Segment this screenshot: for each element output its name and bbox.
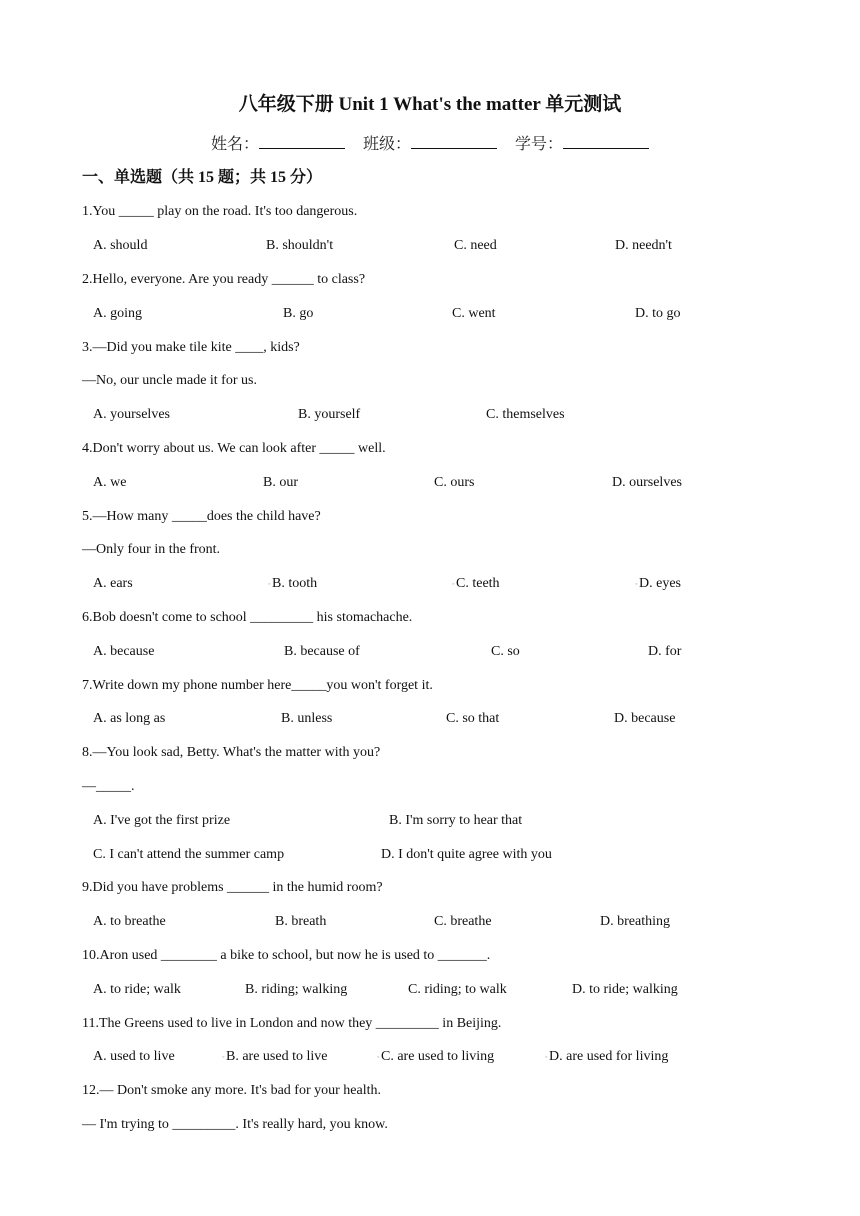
question-5-option-a: A. ears (93, 576, 133, 591)
question-1-option-d: D. needn't (615, 238, 672, 253)
question-11-stem: 11.The Greens used to live in London and now they _________ in Beijing. (82, 1016, 502, 1031)
option-marker: ◦ (222, 1053, 225, 1061)
name-label: 姓名： (210, 136, 259, 153)
student-info (0, 131, 860, 158)
question-2-option-d: D. to go (635, 306, 681, 321)
question-8-option-d: D. I don't quite agree with you (381, 847, 552, 862)
option-marker: ◦ (268, 580, 271, 588)
question-1-option-b: B. shouldn't (266, 238, 334, 253)
class-label: 班级： (362, 136, 411, 153)
option-marker: ◦ (545, 1053, 548, 1061)
question-10-option-a: A. to ride; walk (93, 982, 181, 997)
question-3-option-b: B. yourself (298, 407, 361, 422)
question-5-stem: 5.—How many _____does the child have? (82, 509, 321, 524)
question-2-option-b: B. go (283, 306, 314, 321)
question-4-option-c: C. ours (434, 475, 475, 490)
question-8-stem: 8.—You look sad, Betty. What's the matter with you? (82, 745, 381, 760)
question-7-option-b: B. unless (281, 711, 333, 726)
question-1-option-a: A. should (93, 238, 148, 253)
question-10-option-d: D. to ride; walking (572, 982, 678, 997)
question-5-answer-line: —Only four in the front. (82, 542, 221, 557)
question-7-stem: 7.Write down my phone number here_____you won't forget it. (82, 678, 433, 693)
question-3-answer-line: —No, our uncle made it for us. (82, 373, 257, 388)
question-7-option-a: A. as long as (93, 711, 166, 726)
question-2-option-a: A. going (93, 306, 142, 321)
question-12-answer-line: — I'm trying to _________. It's really hard, you know. (82, 1117, 388, 1132)
question-11-option-c: C. are used to living (381, 1049, 495, 1064)
question-4-option-a: A. we (93, 475, 127, 490)
name-blank (259, 131, 345, 149)
question-3-stem: 3.—Did you make tile kite ____, kids? (82, 340, 300, 355)
number-label: 学号： (515, 136, 564, 153)
question-1-stem: 1.You _____ play on the road. It's too dangerous. (82, 204, 358, 219)
question-9-stem: 9.Did you have problems ______ in the humid room? (82, 880, 383, 895)
question-6-option-b: B. because of (284, 644, 360, 659)
question-7-option-d: D. because (614, 711, 676, 726)
question-8-option-b: B. I'm sorry to hear that (389, 813, 523, 828)
page-title: 八年级下册 Unit 1 What's the matter 单元测试 (238, 94, 622, 115)
question-11-option-b: B. are used to live (226, 1049, 328, 1064)
question-10-option-c: C. riding; to walk (408, 982, 507, 997)
question-9-option-a: A. to breathe (93, 914, 166, 929)
question-5-option-b: B. tooth (272, 576, 318, 591)
question-6-stem: 6.Bob doesn't come to school _________ his stomachache. (82, 610, 413, 625)
option-marker: ◦ (377, 1053, 380, 1061)
question-9-option-d: D. breathing (600, 914, 670, 929)
question-10-stem: 10.Aron used ________ a bike to school, but now he is used to _______. (82, 948, 491, 963)
question-2-stem: 2.Hello, everyone. Are you ready ______ to class? (82, 272, 366, 287)
question-5-option-d: D. eyes (639, 576, 681, 591)
question-12-stem: 12.— Don't smoke any more. It's bad for your health. (82, 1083, 381, 1098)
question-8-option-a: A. I've got the first prize (93, 813, 231, 828)
question-11-option-d: D. are used for living (549, 1049, 669, 1064)
question-5-option-c: C. teeth (456, 576, 500, 591)
question-4-option-d: D. ourselves (612, 475, 682, 490)
question-4-option-b: B. our (263, 475, 298, 490)
question-6-option-d: D. for (648, 644, 682, 659)
question-9-option-b: B. breath (275, 914, 327, 929)
option-marker: ◦ (452, 580, 455, 588)
question-9-option-c: C. breathe (434, 914, 492, 929)
question-7-option-c: C. so that (446, 711, 500, 726)
option-marker: ◦ (635, 580, 638, 588)
question-3-option-c: C. themselves (486, 407, 565, 422)
question-3-option-a: A. yourselves (93, 407, 170, 422)
question-10-option-b: B. riding; walking (245, 982, 348, 997)
question-6-option-a: A. because (93, 644, 155, 659)
question-1-option-c: C. need (454, 238, 497, 253)
question-8-answer-line: —_____. (82, 779, 135, 794)
question-8-option-c: C. I can't attend the summer camp (93, 847, 285, 862)
number-blank (563, 131, 649, 149)
question-2-option-c: C. went (452, 306, 496, 321)
section-heading: 一、单选题（共 15 题；共 15 分） (82, 169, 323, 186)
question-4-stem: 4.Don't worry about us. We can look after _____ well. (82, 441, 386, 456)
question-6-option-c: C. so (491, 644, 520, 659)
question-11-option-a: A. used to live (93, 1049, 175, 1064)
class-blank (411, 131, 497, 149)
